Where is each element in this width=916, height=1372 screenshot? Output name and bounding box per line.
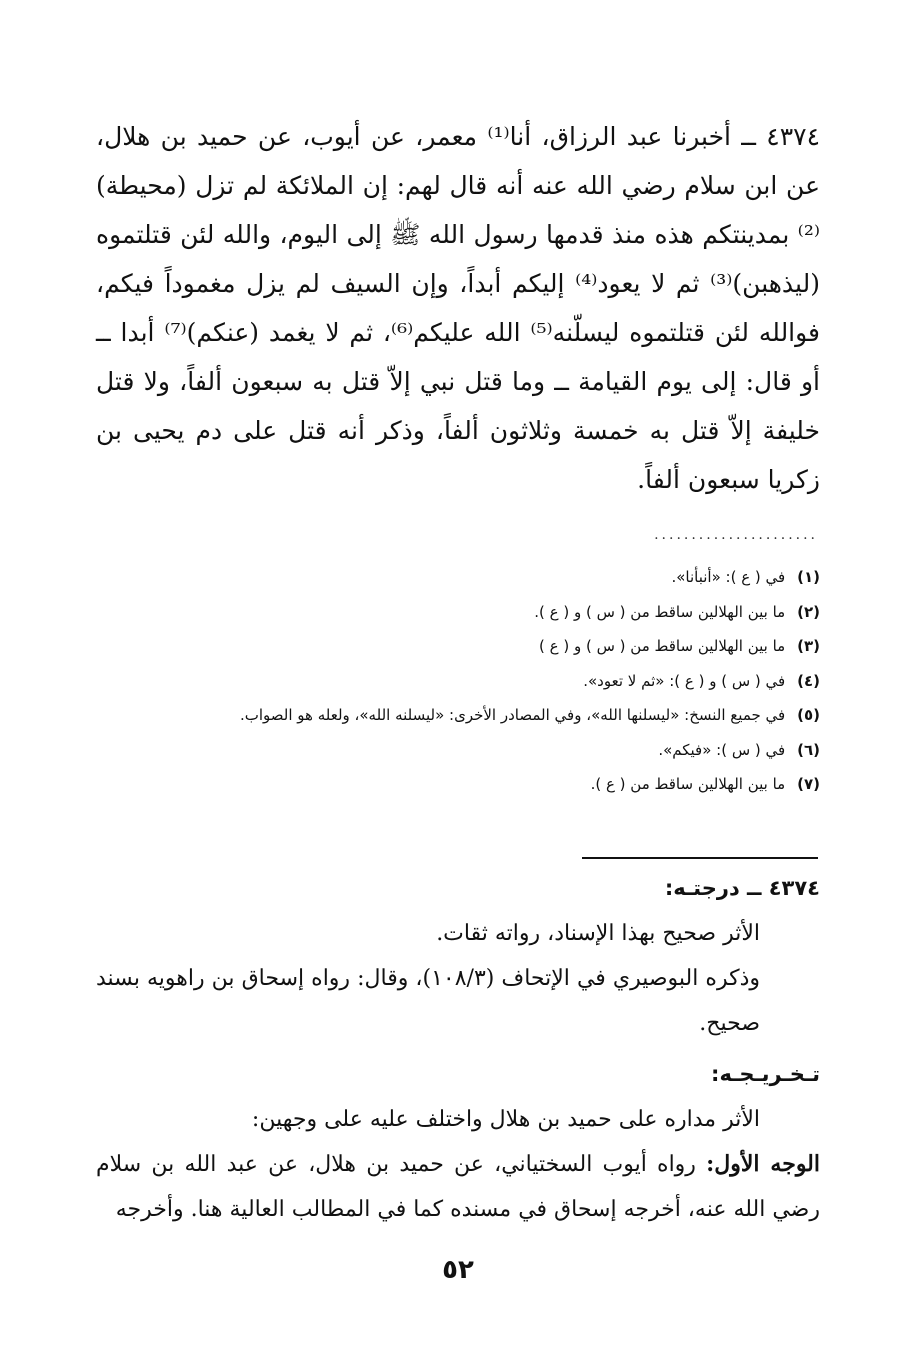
footnotes-list bbox=[96, 560, 820, 802]
grading-section bbox=[96, 866, 820, 1046]
takhrij-heading: تـخـريـجـه: bbox=[711, 1062, 820, 1086]
grading-line: وذكره البوصيري في الإتحاف (١٠٨/٣)، وقال: رواه إسحاق بن راهويه بسند صحيح. bbox=[96, 966, 760, 1036]
section-rule bbox=[582, 857, 818, 859]
footnote-item: (٥) في جميع النسخ: «ليسلنها الله»، وفي المصادر الأخرى: «ليسلنه الله»، ولعله هو الصواب. bbox=[239, 706, 820, 724]
first-aspect-text: رواه أيوب السختياني، عن حميد بن هلال، عن عبد الله بن سلام رضي الله عنه، أخرجه إسحاق في مسنده كما في المطالب العالية هنا. وأخرجه bbox=[96, 1152, 820, 1222]
takhrij-line: الأثر مداره على حميد بن هلال واختلف عليه على وجهين: bbox=[251, 1107, 760, 1132]
footnote-item: (٧) ما بين الهلالين ساقط من ( ع ). bbox=[590, 775, 820, 793]
takhrij-section bbox=[96, 1052, 820, 1232]
footnote-item: (٤) في ( س ) و ( ع ): «ثم لا تعود». bbox=[583, 671, 820, 690]
footnote-item: (٣) ما بين الهلالين ساقط من ( س ) و ( ع ) bbox=[539, 637, 820, 655]
grading-line: الأثر صحيح بهذا الإسناد، رواته ثقات. bbox=[436, 921, 760, 946]
footnote-separator: ...................... bbox=[654, 527, 818, 543]
footnote-item: (٦) في ( س ): «فيكم». bbox=[658, 740, 820, 759]
grading-heading: ٤٣٧٤ ــ درجتـه: bbox=[664, 876, 820, 900]
hadith-text: ٤٣٧٤ ــ أخبرنا عبد الرزاق، أنا⁽¹⁾ معمر، عن أيوب، عن حميد بن هلال، عن ابن سلام رضي الله عنه أنه قال لهم: إن الملائكة لم تزل (محيطة)⁽²⁾ بمدينتكم هذه منذ قدمها رسول الله ﷺ إلى اليوم، والله لئن قتلتموه (ليذهبن)⁽³⁾ ثم لا يعود⁽⁴⁾ إليكم أبداً، وإن السيف لم يزل مغموداً فيكم، فوالله لئن قتلتموه ليسلّنه⁽⁵⁾ الله عليكم⁽⁶⁾، ثم لا يغمد (عنكم)⁽⁷⁾ أبدا ــ أو قال: إلى يوم القيامة ــ وما قتل نبي إلاّ قتل به سبعون ألفاً، ولا قتل خليفة إلاّ قتل به خمسة وثلاثون ألفاً، وذكر أنه قتل على دم يحيى بن زكريا سبعون ألفاً. bbox=[96, 122, 821, 494]
first-aspect-label: الوجه الأول: bbox=[706, 1151, 821, 1177]
page-number: ٥٢ bbox=[442, 1255, 474, 1285]
footnote-item: (١) في ( ع ): «أنبأنا». bbox=[671, 568, 820, 586]
footnote-item: (٢) ما بين الهلالين ساقط من ( س ) و ( ع ). bbox=[534, 602, 820, 621]
takhrij-paragraph bbox=[96, 1142, 820, 1232]
